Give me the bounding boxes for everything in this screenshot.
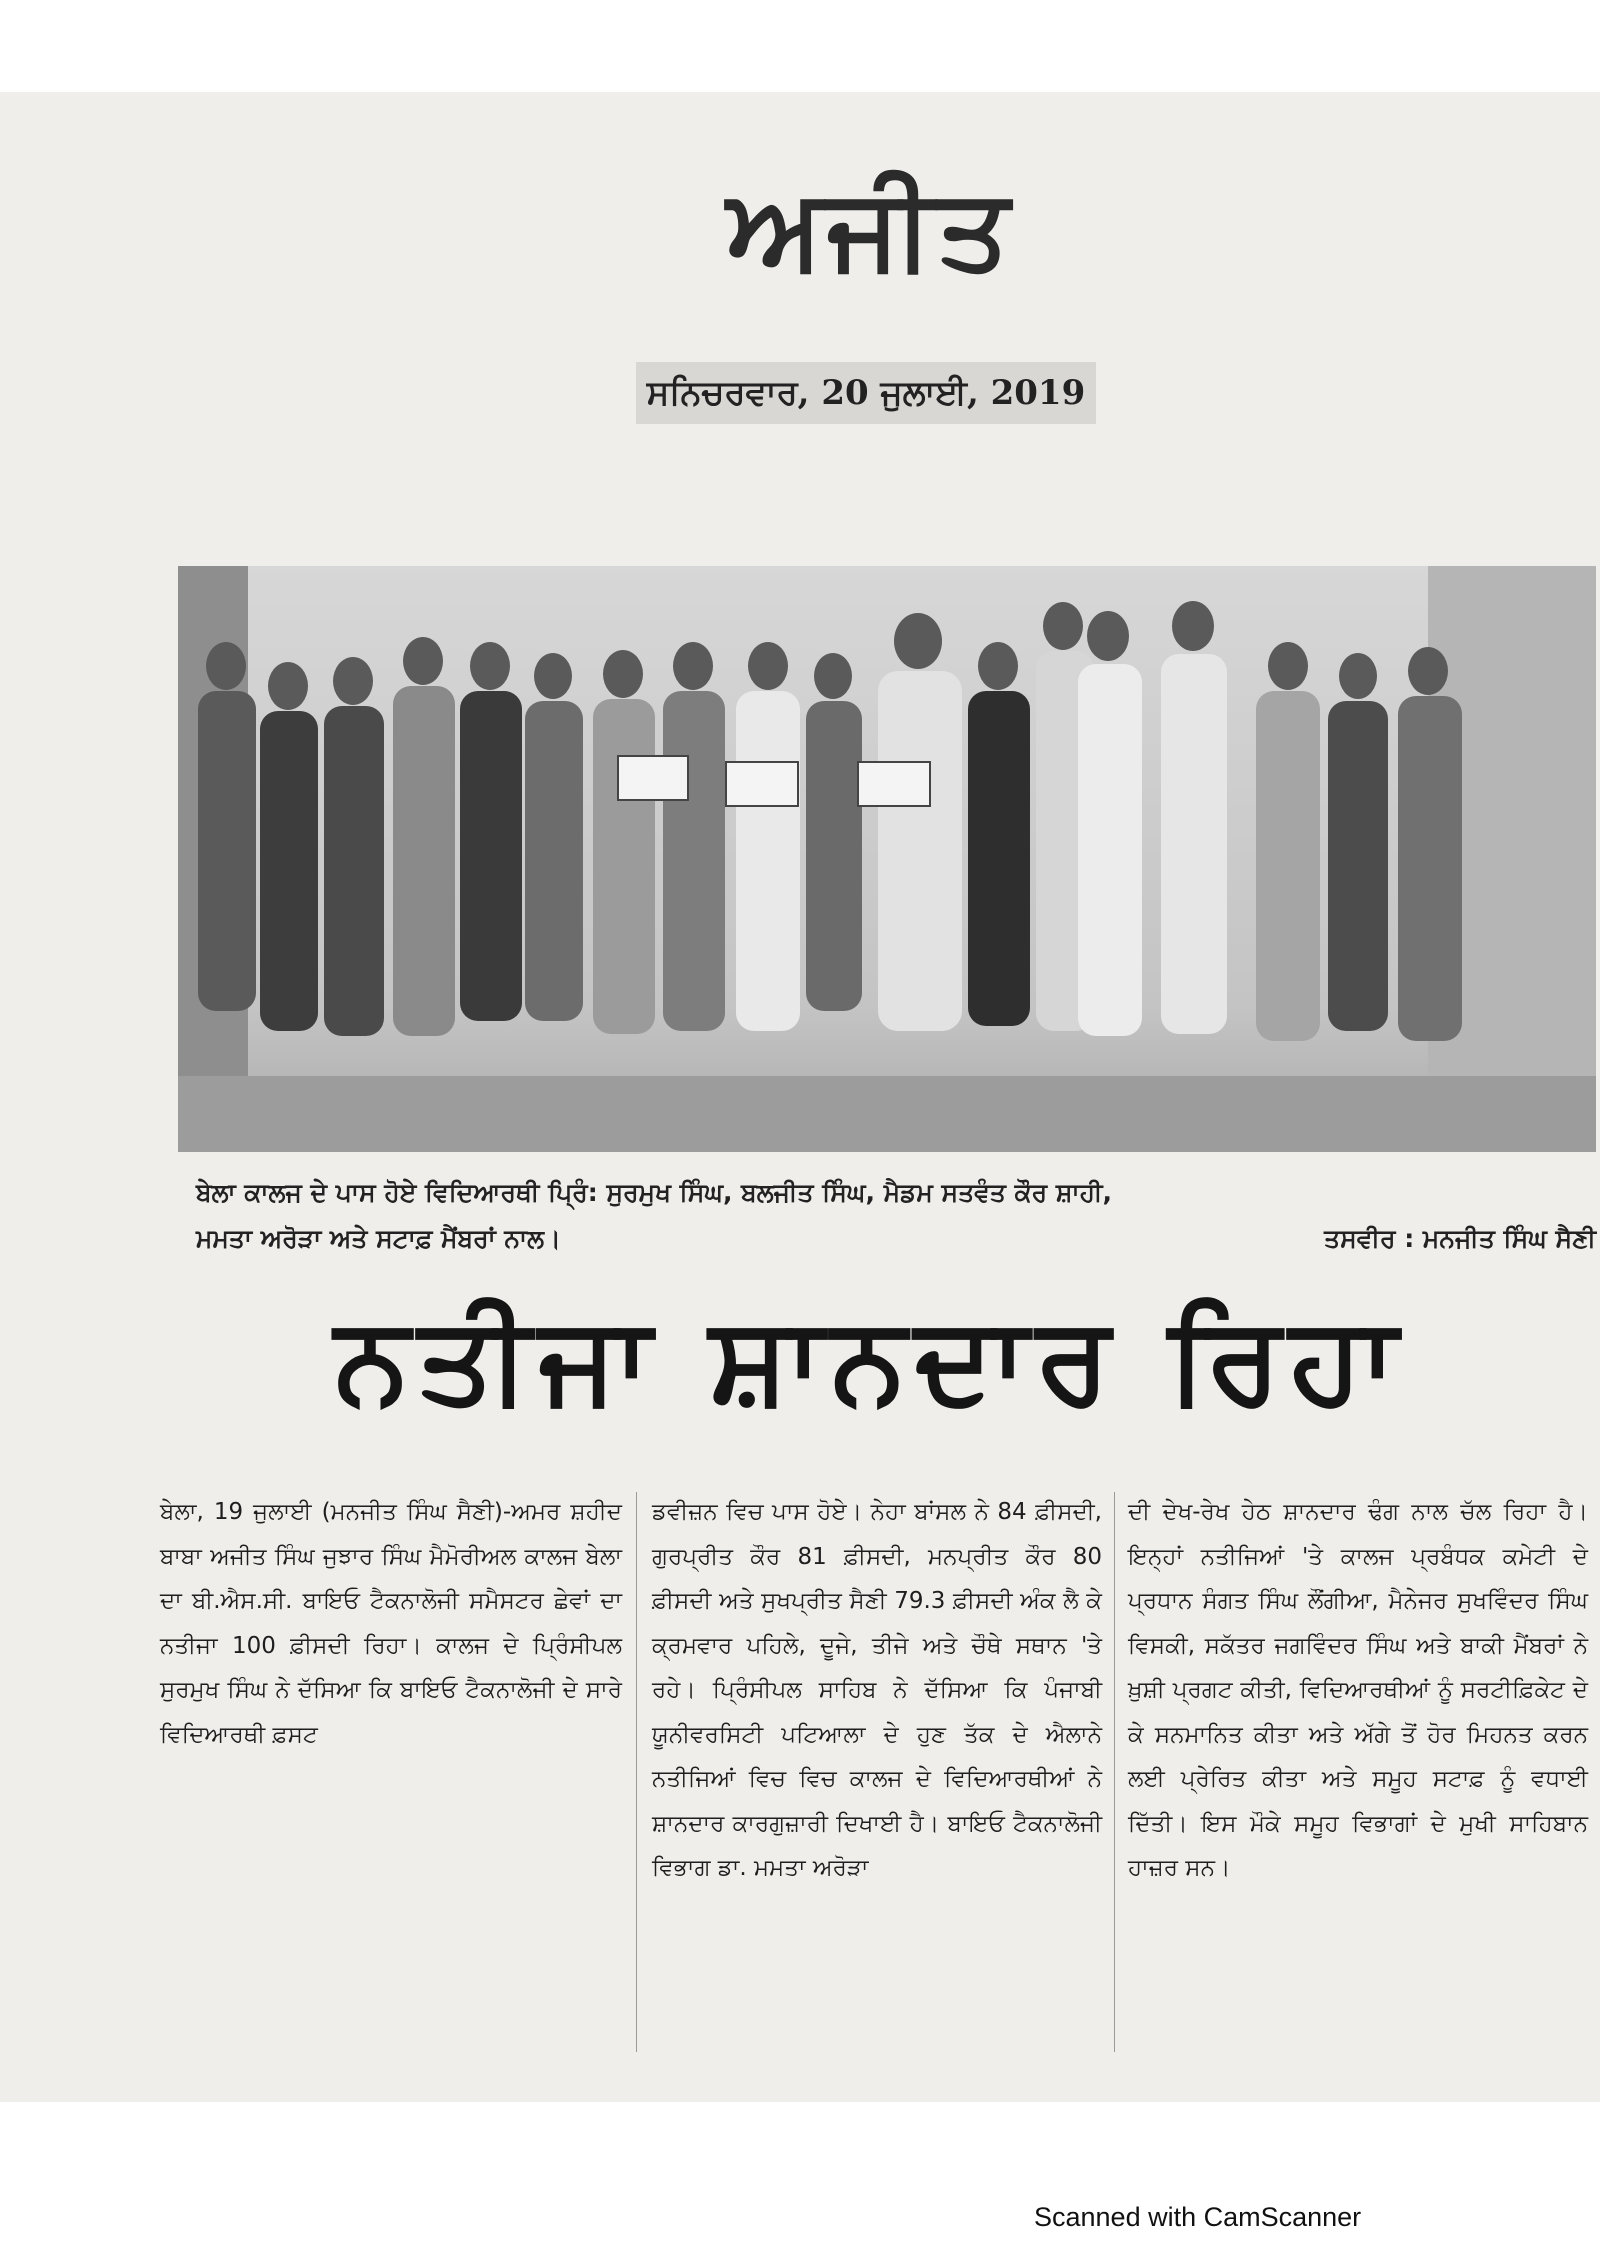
- newspaper-masthead: ਅਜੀਤ: [726, 162, 1014, 294]
- photo-credit: ਤਸਵੀਰ : ਮਨਜੀਤ ਸਿੰਘ ਸੈਣੀ: [1324, 1224, 1596, 1253]
- column-divider: [1114, 1492, 1115, 2052]
- article-column-1: ਬੇਲਾ, 19 ਜੁਲਾਈ (ਮਨਜੀਤ ਸਿੰਘ ਸੈਣੀ)-ਅਮਰ ਸ਼ਹੀਦ ਬਾਬਾ ਅਜੀਤ ਸਿੰਘ ਜੁਝਾਰ ਸਿੰਘ ਮੈਮੋਰੀਅਲ ਕਾਲਜ ਬੇਲਾ ਦਾ ਬੀ.ਐਸ.ਸੀ. ਬਾਇਓ ਟੈਕਨਾਲੋਜੀ ਸਮੈਸਟਰ ਛੇਵਾਂ ਦਾ ਨਤੀਜਾ 100 ਫ਼ੀਸਦੀ ਰਿਹਾ। ਕਾਲਜ ਦੇ ਪ੍ਰਿੰਸੀਪਲ ਸੁਰਮੁਖ ਸਿੰਘ ਨੇ ਦੱਸਿਆ ਕਿ ਬਾਇਓ ਟੈਕਨਾਲੋਜੀ ਦੇ ਸਾਰੇ ਵਿਦਿਆਰਥੀ ਫ਼ਸਟ: [160, 1499, 622, 1748]
- article-column-2: ਡਵੀਜ਼ਨ ਵਿਚ ਪਾਸ ਹੋਏ। ਨੇਹਾ ਬਾਂਸਲ ਨੇ 84 ਫ਼ੀਸਦੀ, ਗੁਰਪ੍ਰੀਤ ਕੌਰ 81 ਫ਼ੀਸਦੀ, ਮਨਪ੍ਰੀਤ ਕੌਰ 80 ਫ਼ੀਸਦੀ ਅਤੇ ਸੁਖਪ੍ਰੀਤ ਸੈਣੀ 79.3 ਫ਼ੀਸਦੀ ਅੰਕ ਲੈ ਕੇ ਕ੍ਰਮਵਾਰ ਪਹਿਲੇ, ਦੂਜੇ, ਤੀਜੇ ਅਤੇ ਚੌਥੇ ਸਥਾਨ 'ਤੇ ਰਹੇ। ਪ੍ਰਿੰਸੀਪਲ ਸਾਹਿਬ ਨੇ ਦੱਸਿਆ ਕਿ ਪੰਜਾਬੀ ਯੂਨੀਵਰਸਿਟੀ ਪਟਿਆਲਾ ਦੇ ਹੁਣ ਤੱਕ ਦੇ ਐਲਾਨੇ ਨਤੀਜਿਆਂ ਵਿਚ ਵਿਚ ਕਾਲਜ ਦੇ ਵਿਦਿਆਰਥੀਆਂ ਨੇ ਸ਼ਾਨਦਾਰ ਕਾਰਗੁਜ਼ਾਰੀ ਦਿਖਾਈ ਹੈ। ਬਾਇਓ ਟੈਕਨਾਲੋਜੀ ਵਿਭਾਗ ਡਾ. ਮਮਤਾ ਅਰੋੜਾ: [652, 1499, 1102, 1881]
- caption-line-1: ਬੇਲਾ ਕਾਲਜ ਦੇ ਪਾਸ ਹੋਏ ਵਿਦਿਆਰਥੀ ਪ੍ਰਿੰ: ਸੁਰਮੁਖ ਸਿੰਘ, ਬਲਜੀਤ ਸਿੰਘ, ਮੈਡਮ ਸਤਵੰਤ ਕੌਰ ਸ਼ਾਹੀ,: [196, 1178, 1112, 1207]
- scanner-watermark: Scanned with CamScanner: [1034, 2202, 1362, 2232]
- column-divider: [636, 1492, 637, 2052]
- article-headline: ਨਤੀਜਾ ਸ਼ਾਨਦਾਰ ਰਿਹਾ: [334, 1291, 1406, 1430]
- article-column-3: ਦੀ ਦੇਖ-ਰੇਖ ਹੇਠ ਸ਼ਾਨਦਾਰ ਢੰਗ ਨਾਲ ਚੱਲ ਰਿਹਾ ਹੈ। ਇਨ੍ਹਾਂ ਨਤੀਜਿਆਂ 'ਤੇ ਕਾਲਜ ਪ੍ਰਬੰਧਕ ਕਮੇਟੀ ਦੇ ਪ੍ਰਧਾਨ ਸੰਗਤ ਸਿੰਘ ਲੌਂਗੀਆ, ਮੈਨੇਜਰ ਸੁਖਵਿੰਦਰ ਸਿੰਘ ਵਿਸਕੀ, ਸਕੱਤਰ ਜਗਵਿੰਦਰ ਸਿੰਘ ਅਤੇ ਬਾਕੀ ਮੈਂਬਰਾਂ ਨੇ ਖ਼ੁਸ਼ੀ ਪ੍ਰਗਟ ਕੀਤੀ, ਵਿਦਿਆਰਥੀਆਂ ਨੂੰ ਸਰਟੀਫ਼ਿਕੇਟ ਦੇ ਕੇ ਸਨਮਾਨਿਤ ਕੀਤਾ ਅਤੇ ਅੱਗੇ ਤੋਂ ਹੋਰ ਮਿਹਨਤ ਕਰਨ ਲਈ ਪ੍ਰੇਰਿਤ ਕੀਤਾ ਅਤੇ ਸਮੂਹ ਸਟਾਫ਼ ਨੂੰ ਵਧਾਈ ਦਿੱਤੀ। ਇਸ ਮੌਕੇ ਸਮੂਹ ਵਿਭਾਗਾਂ ਦੇ ਮੁਖੀ ਸਾਹਿਬਾਨ ਹਾਜ਼ਰ ਸਨ।: [1128, 1499, 1588, 1881]
- photo-caption: [196, 1170, 1596, 1262]
- dateline: ਸਨਿਚਰਵਾਰ, 20 ਜੁਲਾਈ, 2019: [636, 362, 1096, 424]
- newspaper-clipping: [0, 92, 1600, 2102]
- caption-line-2: ਮਮਤਾ ਅਰੋੜਾ ਅਤੇ ਸਟਾਫ਼ ਮੈਂਬਰਾਂ ਨਾਲ।: [196, 1224, 561, 1253]
- group-photo: [178, 566, 1596, 1152]
